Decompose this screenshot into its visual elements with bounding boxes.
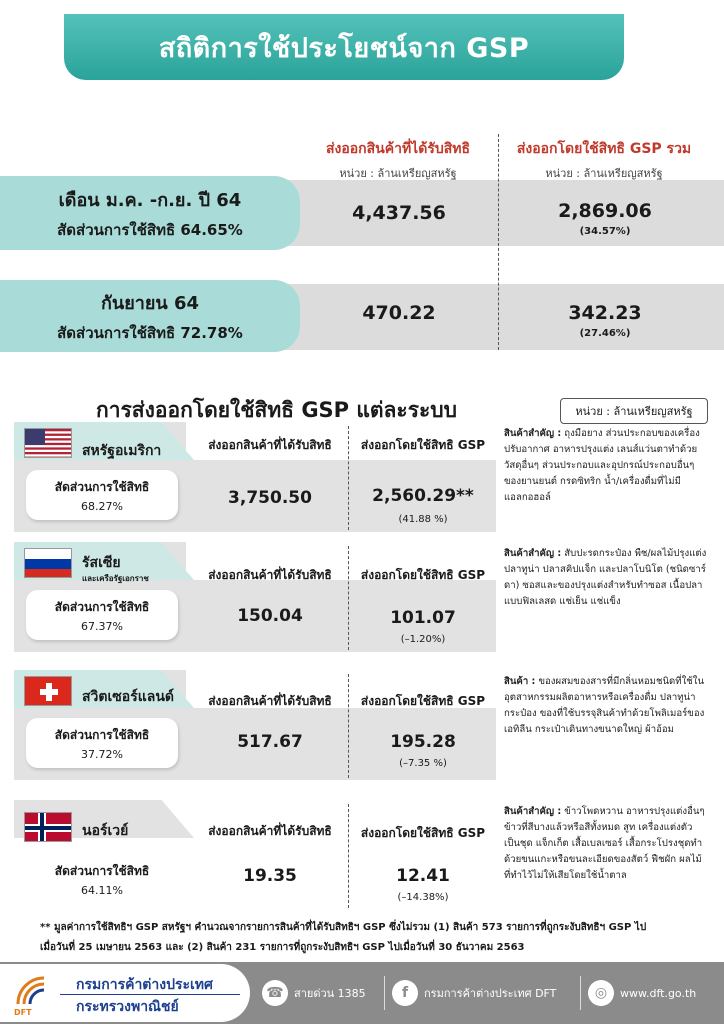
summary-used-pct: (34.57%) [579,226,631,237]
key-products [504,546,708,610]
eligible-value: 19.35 [243,866,297,886]
eligible-value: 517.67 [237,732,303,752]
used-value: 12.41 [396,866,450,886]
website-link[interactable] [588,980,696,1006]
column-divider [348,804,349,908]
facebook-icon: f [392,980,418,1006]
org-divider [60,994,240,995]
switzerland-flag-icon [24,676,72,706]
summary-col1-header [298,138,498,182]
phone-icon: ☎ [262,980,288,1006]
footnote-line: เมื่อวันที่ 25 เมษายน 2563 และ (2) สินค้า 231 รายการที่ถูกระงับสิทธิฯ GSP ไปเมื่อวันที่ 30 ธันวาคม 2563 [40,942,525,953]
hotline[interactable] [262,980,366,1006]
country-name: สวิตเซอร์แลนด์ [82,689,174,705]
footer [0,962,724,1024]
country-name: นอร์เวย์ [82,823,129,839]
eligible-header: ส่งออกสินค้าที่ได้รับสิทธิ [208,694,332,708]
summary-col2-unit: หน่วย : ล้านเหรียญสหรัฐ [545,167,663,180]
key-products-text: ถุงมือยาง ส่วนประกอบของเครื่องปรับอากาศ อาหารปรุงแต่ง เลนส์แว่นตาทำด้วยวัสดุอื่นๆ ส่วนประกอบและอุปกรณ์ประกอบอื่นๆ ของยานยนต์ กรดซิทริก น้ำ/เครื่องดื่มที่ไม่มีแอลกอฮอล์ [504,428,700,503]
eligible-header: ส่งออกสินค้าที่ได้รับสิทธิ [208,568,332,582]
us-flag-icon [24,428,72,458]
eligible-value: 150.04 [237,606,303,626]
summary-used-value: 2,869.06 [558,200,652,222]
rate-value: 68.27% [81,499,123,513]
summary-rate: สัดส่วนการใช้สิทธิ 64.65% [57,220,243,239]
key-products-label: สินค้าสำคัญ : [504,806,562,817]
key-products-text: สับปะรดกระป๋อง พืช/ผลไม้ปรุงแต่ง ปลาทูน่า ปลาสคิปแจ็ก และปลาโบนิโต (ชนิดซาร์ดา) ซอสและของปรุงแต่งสำหรับทำซอส เนื้อปลาแบบฟิลเลสด แช่เย็น แช่แข็ง [504,548,707,607]
hotline-text: สายด่วน 1385 [294,987,366,1000]
section-unit: หน่วย : ล้านเหรียญสหรัฐ [560,398,708,424]
country-name: รัสเซีย [82,555,121,571]
summary-col1-title: ส่งออกสินค้าที่ได้รับสิทธิ [325,141,471,157]
rate-label: สัดส่วนการใช้สิทธิ [54,727,150,742]
org-logo [0,964,250,1022]
rate-box [26,590,178,640]
eligible-value: 3,750.50 [228,488,312,508]
summary-used-value: 342.23 [568,302,642,324]
key-products [504,674,708,738]
summary-period-pill [0,280,300,352]
used-value: 2,560.29** [372,486,474,506]
column-divider [348,674,349,778]
rate-box [26,718,178,768]
used-value: 195.28 [390,732,456,752]
country-card-switzerland [14,670,710,780]
summary-period: เดือน ม.ค. -ก.ย. ปี 64 [58,189,242,211]
used-pct: (–1.20%) [400,634,446,645]
eligible-header: ส่งออกสินค้าที่ได้รับสิทธิ [208,438,332,452]
used-header: ส่งออกโดยใช้สิทธิ GSP [360,694,486,708]
column-divider [348,426,349,530]
rate-value: 64.11% [81,883,123,897]
country-subtitle: และเครือรัฐเอกราช [82,574,149,583]
ministry-name: กระทรวงพาณิชย์ [76,999,179,1015]
page-title: สถิติการใช้ประโยชน์จาก GSP [158,32,530,64]
globe-icon: ◎ [588,980,614,1006]
rate-label: สัดส่วนการใช้สิทธิ [54,863,150,878]
country-card-usa [14,422,710,532]
rate-label: สัดส่วนการใช้สิทธิ [54,479,150,494]
country-card-russia [14,542,710,652]
summary-period: กันยายน 64 [100,292,200,314]
footnote [40,918,710,958]
summary-col2-title: ส่งออกโดยใช้สิทธิ GSP รวม [516,141,692,157]
logo-text: DFT [14,1008,32,1017]
summary-used-pct: (27.46%) [579,328,631,339]
footnote-line: ** มูลค่าการใช้สิทธิฯ GSP สหรัฐฯ คำนวณจากรายการสินค้าที่ได้รับสิทธิฯ GSP ซึ่งไม่รวม (1) สินค้า 573 รายการที่ถูกระงับสิทธิฯ GSP ไป [40,922,647,933]
key-products-label: สินค้าสำคัญ : [504,428,562,439]
dft-logo-icon [14,974,48,1008]
title-banner [64,14,624,80]
summary-col2-header [504,138,704,182]
key-products-label: สินค้า : [504,676,536,687]
summary-period-pill [0,176,300,250]
used-pct: (41.88 %) [398,514,448,525]
footer-divider [384,976,385,1010]
summary-eligible-value: 470.22 [362,302,436,324]
eligible-header: ส่งออกสินค้าที่ได้รับสิทธิ [208,824,332,838]
used-pct: (–14.38%) [397,892,449,903]
website-text: www.dft.go.th [620,986,697,1000]
facebook-link[interactable] [392,980,556,1006]
rate-value: 67.37% [81,619,123,633]
used-header: ส่งออกโดยใช้สิทธิ GSP [360,568,486,582]
used-header: ส่งออกโดยใช้สิทธิ GSP [360,826,486,840]
country-card-norway [14,800,710,910]
summary-eligible-value: 4,437.56 [352,202,446,224]
norway-flag-icon [24,812,72,842]
summary-divider [498,134,499,350]
rate-box [26,470,178,520]
used-value: 101.07 [390,608,456,628]
summary-rate: สัดส่วนการใช้สิทธิ 72.78% [57,323,243,342]
russia-flag-icon [24,548,72,578]
country-name: สหรัฐอเมริกา [82,443,162,459]
key-products [504,804,708,884]
rate-label: สัดส่วนการใช้สิทธิ [54,599,150,614]
summary-col1-unit: หน่วย : ล้านเหรียญสหรัฐ [339,167,457,180]
footer-divider [580,976,581,1010]
facebook-text: กรมการค้าต่างประเทศ DFT [424,987,557,1000]
rate-value: 37.72% [81,747,123,761]
used-pct: (–7.35 %) [399,758,447,769]
column-divider [348,546,349,650]
key-products [504,426,708,506]
rate-box [26,854,178,904]
key-products-label: สินค้าสำคัญ : [504,548,562,559]
org-name: กรมการค้าต่างประเทศ [76,977,213,993]
used-header: ส่งออกโดยใช้สิทธิ GSP [360,438,486,452]
section-title: การส่งออกโดยใช้สิทธิ GSP แต่ละระบบ [96,398,457,422]
key-products-text: ข้าวโพดหวาน อาหารปรุงแต่งอื่นๆ ข้าวที่สีบางแล้วหรือสีทั้งหมด สูท เครื่องแต่งตัวเป็นชุด แจ็กเก็ต เสื้อเบลเซอร์ เสื้อกระโปรงชุดทำด้วยขนแกะหรือขนละเอียดของสัตว์ ฟืชผัก ผลไม้ที่ทำไว้ไม่ให้เสียโดยใช้น้ำตาล [504,806,705,881]
key-products-text: ของผสมของสารที่มีกลิ่นหอมชนิดที่ใช้ในอุตสาหกรรมผลิตอาหารหรือเครื่องดื่ม ปลาทูน่ากระป๋อง ของที่ใช้บรรจุสินค้าทำด้วยโพลิเมอร์ของเอทิลีน กระเป๋าเดินทางขนาดใหญ่ ผ้าอ้อม [504,676,705,735]
